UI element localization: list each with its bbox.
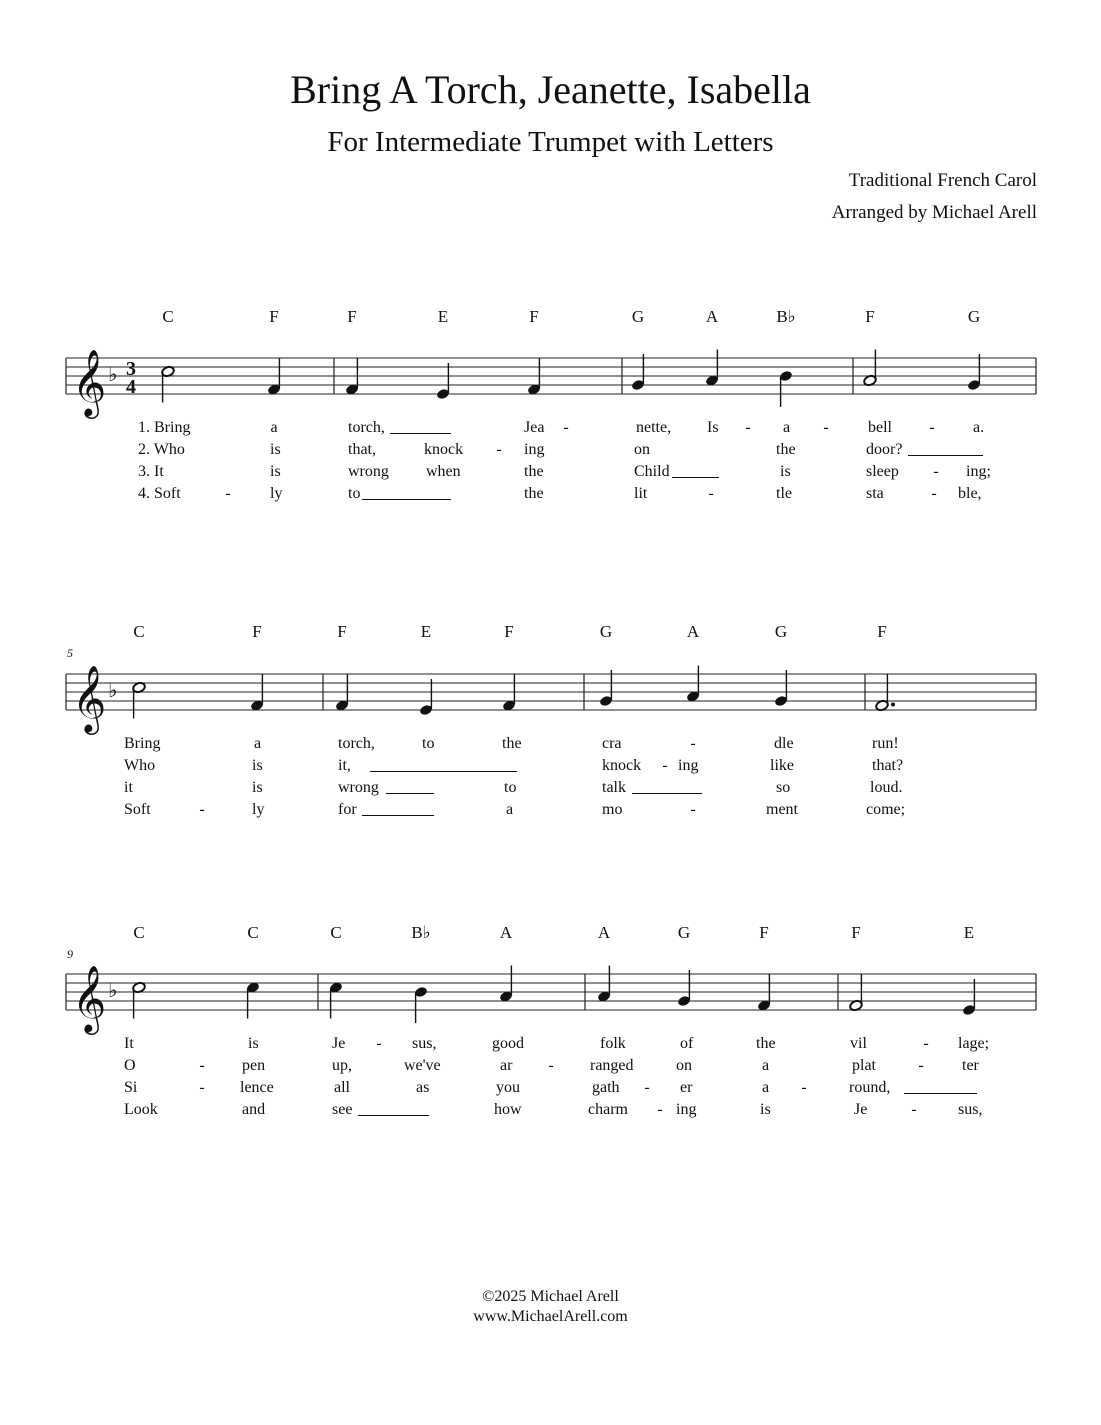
- lyric-syllable: ing;: [966, 463, 991, 480]
- lyric-syllable: to: [422, 735, 435, 752]
- lyric-syllable: a: [762, 1079, 770, 1096]
- half-note: [849, 975, 863, 1012]
- lyric-syllable: a: [762, 1057, 770, 1074]
- note-letter: A: [597, 923, 611, 942]
- lyric-hyphen: -: [931, 485, 937, 502]
- quarter-note: [962, 979, 976, 1016]
- note-letter: G: [677, 923, 691, 942]
- lyric-hyphen: -: [199, 1057, 205, 1074]
- lyric-extender-line: [904, 1093, 977, 1094]
- note-letter: C: [133, 622, 145, 641]
- lyric-syllable: sleep: [866, 463, 899, 480]
- lyric-syllable: sus,: [958, 1101, 983, 1118]
- composer-credit: Traditional French Carol: [848, 170, 1037, 191]
- lyric-syllable: up,: [332, 1057, 352, 1074]
- lyric-syllable: sta: [866, 485, 884, 502]
- lyric-syllable: cra: [602, 735, 622, 752]
- arranger-credit: Arranged by Michael Arell: [831, 202, 1037, 223]
- lyric-extender-line: [358, 1115, 429, 1116]
- lyric-syllable: Je: [854, 1101, 868, 1118]
- note-letter: F: [504, 622, 514, 641]
- quarter-note: [757, 975, 771, 1012]
- lyric-syllable: 3. It: [138, 463, 164, 480]
- note-letter: G: [631, 307, 645, 326]
- lyric-syllable: come;: [866, 801, 906, 818]
- lyric-syllable: a.: [973, 419, 985, 436]
- lyric-syllable: of: [680, 1035, 694, 1052]
- note-letter: F: [529, 307, 539, 326]
- lyric-syllable: like: [770, 757, 794, 774]
- lyric-syllable: run!: [872, 735, 899, 752]
- treble-clef-icon: 𝄞: [72, 664, 107, 732]
- lyric-syllable: folk: [600, 1035, 626, 1052]
- lyric-syllable: the: [524, 485, 544, 502]
- lyric-hyphen: -: [929, 419, 935, 436]
- half-note: [132, 981, 146, 1018]
- note-letter: G: [599, 622, 613, 641]
- lyric-syllable: sus,: [412, 1035, 437, 1052]
- lyric-hyphen: -: [823, 419, 829, 436]
- lyric-syllable: torch,: [338, 735, 375, 752]
- lyric-syllable: ing: [524, 441, 545, 458]
- lyric-syllable: It: [124, 1035, 134, 1052]
- lyric-hyphen: -: [690, 801, 696, 818]
- note-letter: F: [269, 307, 279, 326]
- lyric-syllable: Si: [124, 1079, 138, 1096]
- lyric-syllable: Bring: [124, 735, 161, 752]
- lyric-syllable: 2. Who: [138, 441, 185, 458]
- time-signature-bottom: 4: [126, 376, 136, 398]
- quarter-note: [597, 966, 611, 1003]
- key-signature-flat-icon: ♭: [108, 362, 118, 386]
- lyric-syllable: see: [332, 1101, 353, 1118]
- copyright-notice: ©2025 Michael Arell: [482, 1288, 619, 1305]
- lyric-syllable: good: [492, 1035, 524, 1052]
- lyric-syllable: you: [496, 1079, 520, 1096]
- lyric-syllable: is: [780, 463, 791, 480]
- note-letter: F: [347, 307, 357, 326]
- note-letter: G: [774, 622, 788, 641]
- lyric-hyphen: -: [801, 1079, 807, 1096]
- quarter-note: [246, 981, 260, 1018]
- lyric-hyphen: -: [690, 735, 696, 752]
- lyric-syllable: vil: [850, 1035, 867, 1052]
- lyric-syllable: a: [506, 801, 514, 818]
- lyric-syllable: ing: [676, 1101, 697, 1118]
- key-signature-flat-icon: ♭: [108, 678, 118, 702]
- note-letter: B♭: [776, 307, 796, 326]
- lyric-hyphen: -: [918, 1057, 924, 1074]
- lyric-syllable: the: [524, 463, 544, 480]
- lyric-syllable: a: [783, 419, 791, 436]
- note-letter: C: [162, 307, 174, 326]
- lyric-syllable: er: [680, 1079, 693, 1096]
- lyric-syllable: to: [504, 779, 517, 796]
- lyric-syllable: bell: [868, 419, 892, 436]
- lyric-syllable: lage;: [958, 1035, 990, 1052]
- note-letter: F: [759, 923, 769, 942]
- lyric-hyphen: -: [657, 1101, 663, 1118]
- lyric-syllable: tle: [776, 485, 792, 502]
- lyric-syllable: ranged: [590, 1057, 634, 1074]
- note-letter: C: [133, 923, 145, 942]
- lyric-hyphen: -: [199, 801, 205, 818]
- lyric-syllable: is: [270, 441, 281, 458]
- lyric-hyphen: -: [376, 1035, 382, 1052]
- lyric-syllable: 4. Soft: [138, 485, 181, 502]
- lyric-syllable: to: [348, 485, 361, 502]
- lyric-hyphen: -: [933, 463, 939, 480]
- song-title: Bring A Torch, Jeanette, Isabella: [290, 67, 811, 112]
- lyric-syllable: as: [416, 1079, 430, 1096]
- lyric-syllable: we've: [404, 1057, 441, 1074]
- note-letter: A: [686, 622, 700, 641]
- lyric-syllable: Child: [634, 463, 670, 480]
- lyric-syllable: is: [252, 779, 263, 796]
- lyric-syllable: the: [502, 735, 522, 752]
- lyric-syllable: it,: [338, 757, 351, 774]
- note-letter: A: [499, 923, 513, 942]
- lyric-syllable: dle: [774, 735, 794, 752]
- song-subtitle: For Intermediate Trumpet with Letters: [327, 126, 774, 158]
- note-letter: F: [252, 622, 262, 641]
- lyric-syllable: that?: [872, 757, 904, 774]
- lyric-hyphen: -: [563, 419, 569, 436]
- lyric-syllable: a: [254, 735, 262, 752]
- lyric-syllable: talk: [602, 779, 626, 796]
- lyric-syllable: is: [760, 1101, 771, 1118]
- note-letter: E: [437, 307, 449, 326]
- lyric-hyphen: -: [496, 441, 502, 458]
- lyric-syllable: is: [248, 1035, 259, 1052]
- lyric-syllable: ly: [252, 801, 265, 818]
- lyric-syllable: charm: [588, 1101, 628, 1118]
- treble-clef-icon: 𝄞: [72, 964, 107, 1032]
- lyric-syllable: knock: [602, 757, 642, 774]
- lyric-hyphen: -: [225, 485, 231, 502]
- note-letter: B♭: [411, 923, 431, 942]
- lyric-syllable: mo: [602, 801, 623, 818]
- quarter-note: [677, 970, 691, 1007]
- lyric-syllable: all: [334, 1079, 350, 1096]
- lyric-hyphen: -: [662, 757, 668, 774]
- lyric-syllable: and: [242, 1101, 266, 1118]
- lyric-hyphen: -: [911, 1101, 917, 1118]
- lyric-syllable: is: [270, 463, 281, 480]
- page-footer: [0, 1287, 1101, 1327]
- website-url: www.MichaelArell.com: [473, 1308, 628, 1325]
- lyric-syllable: for: [338, 801, 357, 818]
- measure-number: 5: [67, 646, 73, 660]
- lyric-syllable: plat: [852, 1057, 876, 1074]
- note-letter: F: [877, 622, 887, 641]
- lyric-hyphen: -: [199, 1079, 205, 1096]
- lyric-hyphen: -: [745, 419, 751, 436]
- lyric-hyphen: -: [923, 1035, 929, 1052]
- lyric-syllable: nette,: [636, 419, 672, 436]
- time-signature-top: 3: [126, 358, 136, 380]
- key-signature-flat-icon: ♭: [108, 978, 118, 1002]
- lyric-hyphen: -: [708, 485, 714, 502]
- lyric-syllable: Je: [332, 1035, 346, 1052]
- lyric-syllable: ter: [962, 1057, 979, 1074]
- lyric-syllable: lit: [634, 485, 648, 502]
- quarter-note: [329, 981, 343, 1018]
- lyric-syllable: pen: [242, 1057, 266, 1074]
- lyric-syllable: the: [776, 441, 796, 458]
- lyric-syllable: ment: [766, 801, 798, 818]
- lyric-syllable: knock: [424, 441, 464, 458]
- lyric-syllable: O: [124, 1057, 136, 1074]
- lyric-hyphen: -: [548, 1057, 554, 1074]
- note-letter: F: [337, 622, 347, 641]
- lyric-syllable: how: [494, 1101, 522, 1118]
- lyric-syllable: so: [776, 779, 791, 796]
- lyric-syllable: ing: [678, 757, 699, 774]
- note-letter: C: [247, 923, 259, 942]
- lyric-syllable: ly: [270, 485, 283, 502]
- lyric-syllable: Is: [707, 419, 719, 436]
- lyric-syllable: wrong: [338, 779, 379, 796]
- quarter-note: [499, 966, 513, 1003]
- lyric-syllable: on: [676, 1057, 692, 1074]
- lyric-syllable: 1. Bring: [138, 419, 191, 436]
- note-letter: F: [851, 923, 861, 942]
- quarter-note: [414, 986, 428, 1023]
- lyric-syllable: on: [634, 441, 650, 458]
- note-letter: E: [420, 622, 432, 641]
- lyric-syllable: Look: [124, 1101, 158, 1118]
- lyric-syllable: ar: [500, 1057, 513, 1074]
- lyric-syllable: gath: [592, 1079, 620, 1096]
- lyric-syllable: torch,: [348, 419, 385, 436]
- note-letter: G: [967, 307, 981, 326]
- lyric-syllable: loud.: [870, 779, 903, 796]
- note-letter: A: [705, 307, 719, 326]
- note-letter: E: [963, 923, 975, 942]
- lyric-syllable: it: [124, 779, 133, 796]
- lyric-syllable: wrong: [348, 463, 389, 480]
- measure-number: 9: [67, 947, 73, 961]
- lyric-syllable: Soft: [124, 801, 151, 818]
- lyric-syllable: round,: [849, 1079, 891, 1096]
- note-letter: F: [865, 307, 875, 326]
- lyric-syllable: Who: [124, 757, 156, 774]
- lyric-syllable: lence: [240, 1079, 274, 1096]
- lyric-syllable: a: [270, 419, 278, 436]
- lyric-syllable: is: [252, 757, 263, 774]
- note-letter: C: [330, 923, 342, 942]
- lyric-syllable: Jea: [524, 419, 545, 436]
- lyric-syllable: when: [426, 463, 461, 480]
- treble-clef-icon: 𝄞: [72, 348, 107, 416]
- lyric-syllable: ble,: [958, 485, 982, 502]
- lyric-syllable: door?: [866, 441, 903, 458]
- lyric-syllable: that,: [348, 441, 376, 458]
- lyric-syllable: the: [756, 1035, 776, 1052]
- lyric-hyphen: -: [644, 1079, 650, 1096]
